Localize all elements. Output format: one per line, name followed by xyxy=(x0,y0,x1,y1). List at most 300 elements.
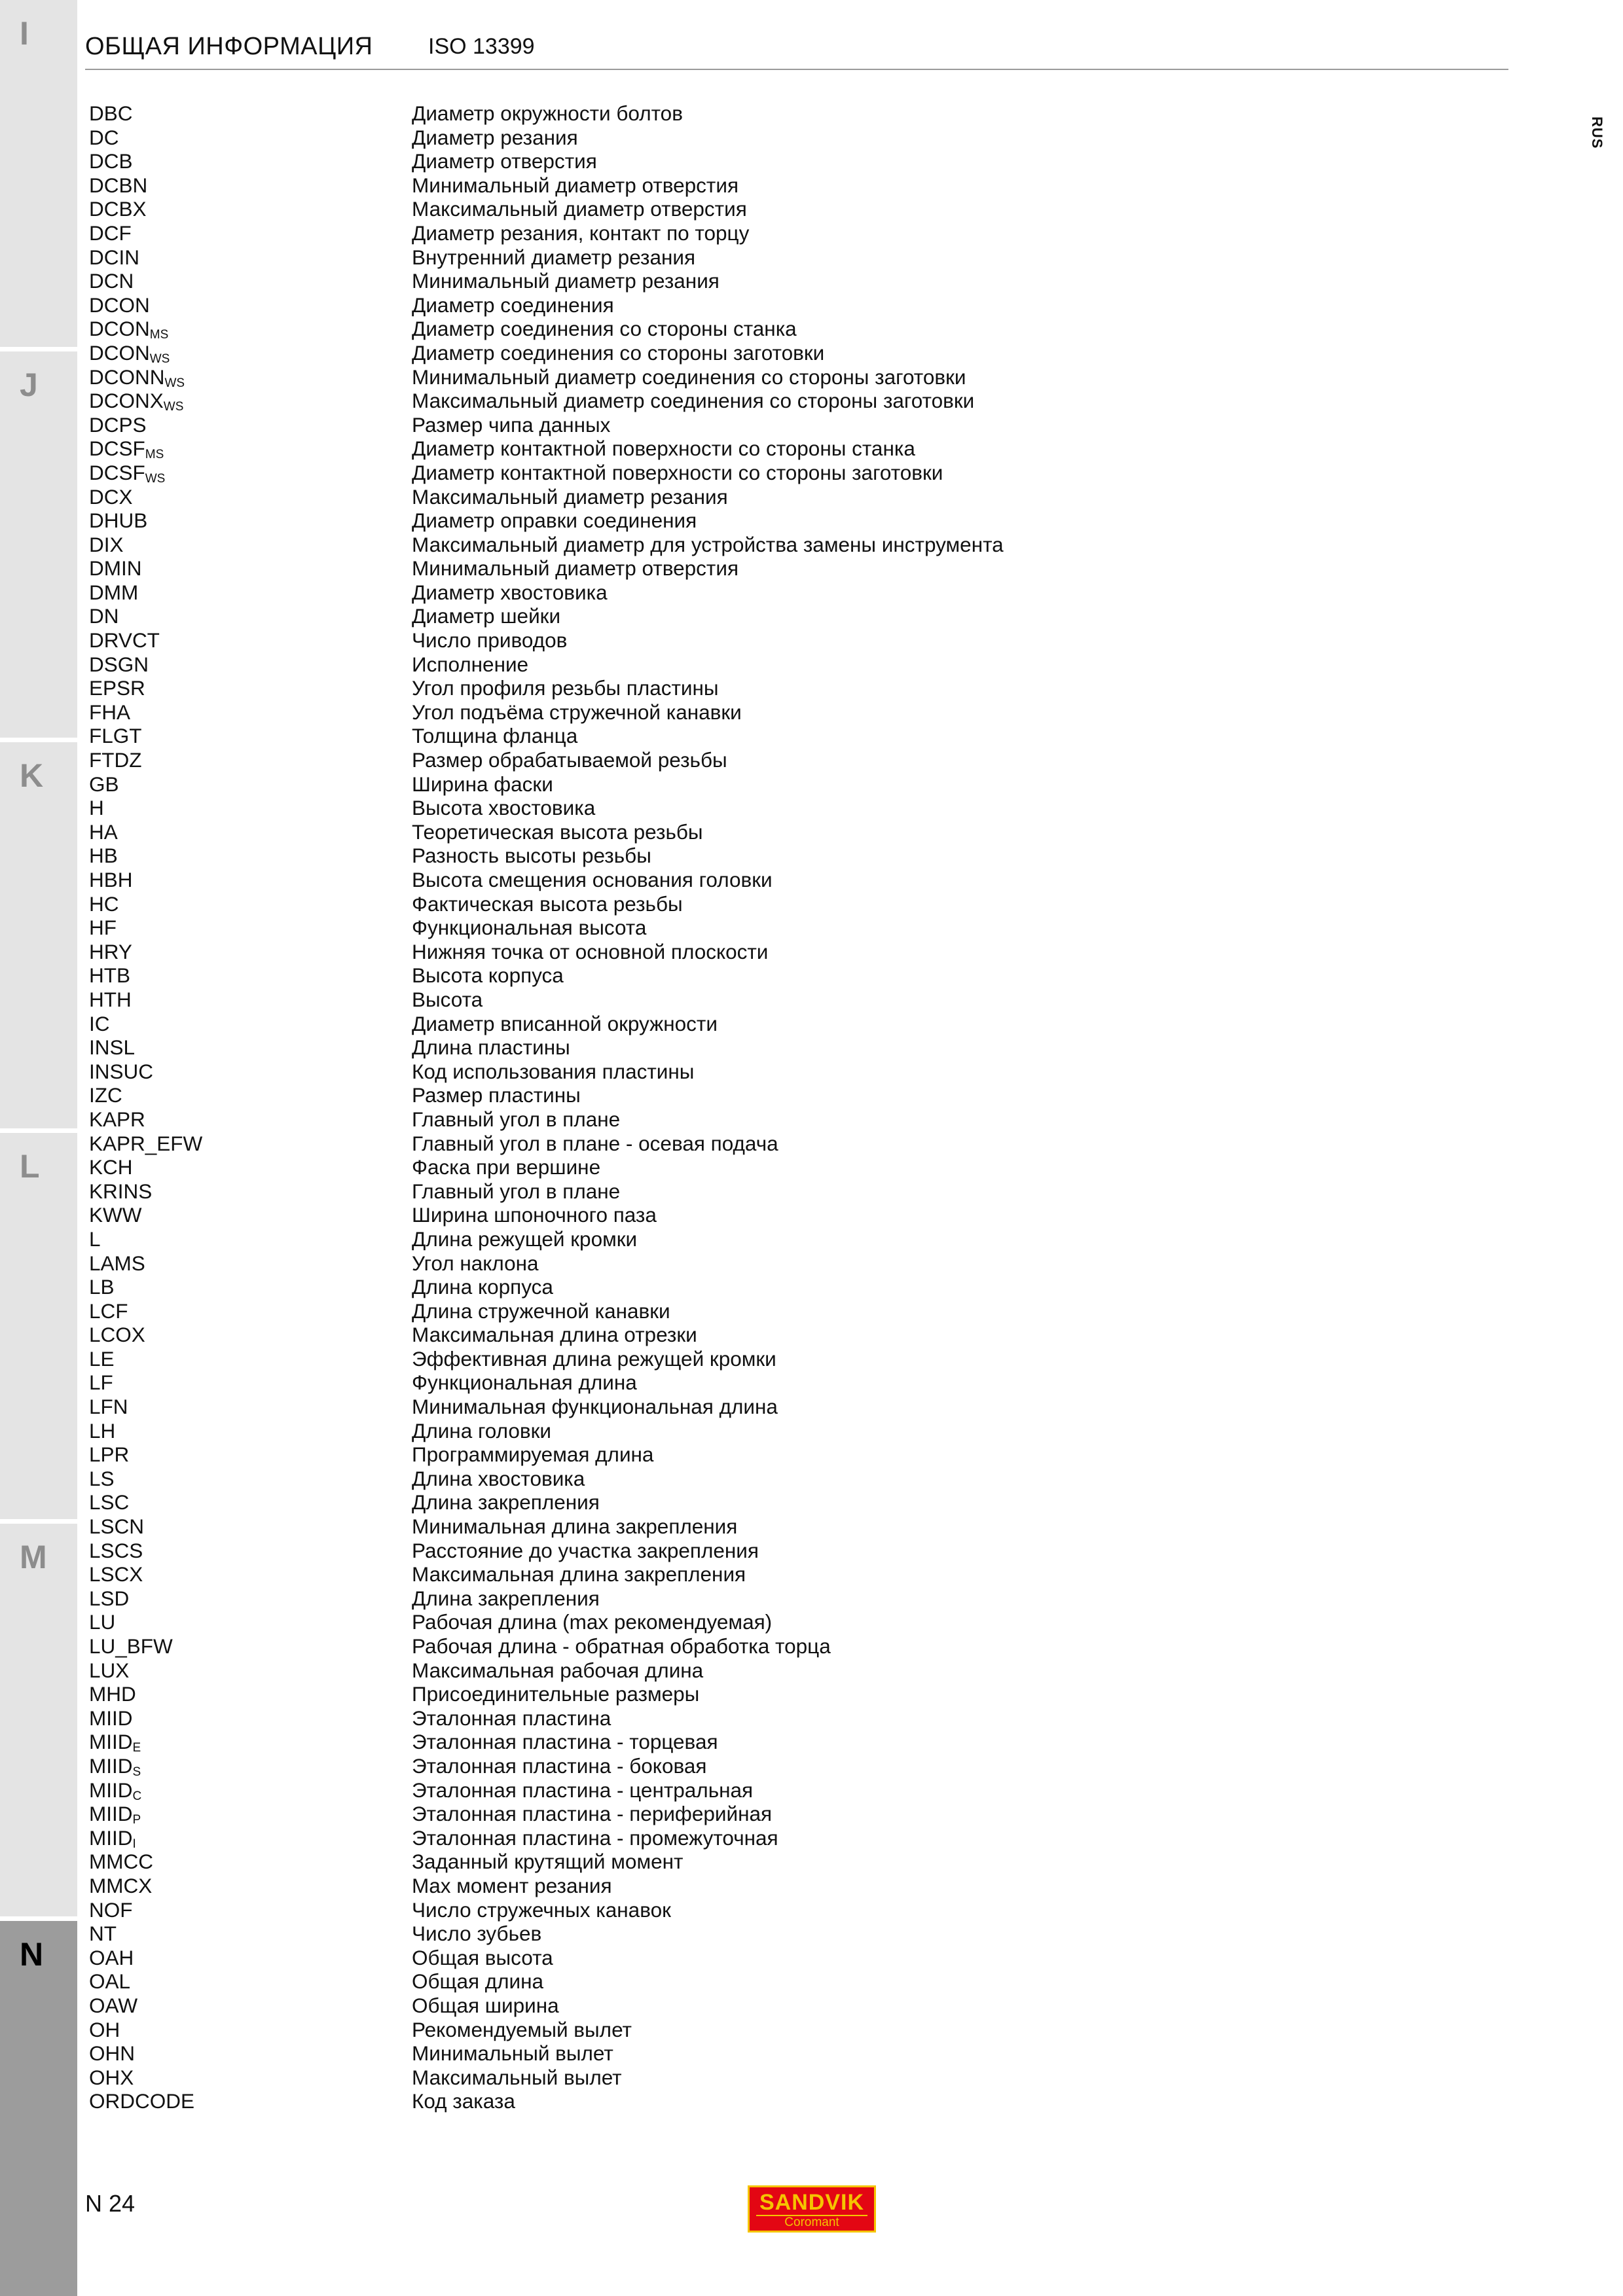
glossary-code-base: LU_BFW xyxy=(89,1634,173,1658)
glossary-row xyxy=(89,1132,1202,1156)
page-title: ОБЩАЯ ИНФОРМАЦИЯ xyxy=(85,33,373,60)
glossary-code-subscript: P xyxy=(132,1813,141,1827)
glossary-definition: Функциональная длина xyxy=(412,1371,637,1395)
glossary-row xyxy=(89,173,1202,198)
glossary-code-base: DCBN xyxy=(89,173,148,197)
glossary-row xyxy=(89,1922,1202,1946)
glossary-code xyxy=(89,1587,129,1611)
glossary-list xyxy=(89,101,1202,2113)
glossary-row xyxy=(89,485,1202,509)
glossary-code xyxy=(89,2089,194,2113)
glossary-code-base: FLGT xyxy=(89,724,142,748)
glossary-code-base: DCX xyxy=(89,484,133,509)
glossary-definition: Длина режущей кромки xyxy=(412,1227,638,1251)
glossary-code xyxy=(89,413,147,437)
glossary-row xyxy=(89,1227,1202,1251)
glossary-code xyxy=(89,1203,141,1227)
glossary-code xyxy=(89,581,138,605)
section-tab-i[interactable] xyxy=(0,0,77,347)
glossary-row xyxy=(89,1443,1202,1467)
glossary-definition: Максимальная длина отрезки xyxy=(412,1323,697,1347)
glossary-code-base: DCN xyxy=(89,269,134,293)
glossary-code xyxy=(89,1155,133,1179)
glossary-code xyxy=(89,940,132,964)
glossary-code xyxy=(89,916,117,940)
glossary-code-base: LF xyxy=(89,1371,113,1395)
glossary-code xyxy=(89,1060,153,1084)
glossary-code xyxy=(89,1035,135,1060)
glossary-definition: Эталонная пластина - промежуточная xyxy=(412,1825,778,1850)
glossary-definition: Ширина фаски xyxy=(412,772,553,796)
header-divider xyxy=(85,69,1508,70)
glossary-code-base: MIID xyxy=(89,1802,133,1826)
glossary-code xyxy=(89,1323,145,1347)
glossary-code xyxy=(89,2066,134,2090)
glossary-code xyxy=(89,1275,115,1299)
glossary-code-base: LSCX xyxy=(89,1562,143,1587)
glossary-definition: Минимальная длина закрепления xyxy=(412,1515,738,1539)
glossary-code-base: OAW xyxy=(89,1993,138,2017)
glossary-row xyxy=(89,1490,1202,1515)
glossary-row xyxy=(89,1155,1202,1179)
glossary-code xyxy=(89,892,119,916)
glossary-code xyxy=(89,1490,129,1515)
glossary-row xyxy=(89,197,1202,221)
glossary-code xyxy=(89,173,147,198)
glossary-code xyxy=(89,1826,136,1850)
glossary-code-base: LFN xyxy=(89,1395,128,1419)
glossary-code-base: DCBX xyxy=(89,197,147,221)
glossary-definition: Главный угол в плане xyxy=(412,1107,621,1131)
glossary-row xyxy=(89,1371,1202,1395)
glossary-code-base: LB xyxy=(89,1275,115,1299)
glossary-code-base: FHA xyxy=(89,700,130,724)
glossary-definition: Размер обрабатываемой резьбы xyxy=(412,748,727,772)
glossary-row xyxy=(89,796,1202,820)
glossary-code-base: LSD xyxy=(89,1586,130,1610)
glossary-code-base: NT xyxy=(89,1922,117,1946)
glossary-definition: Программируемая длина xyxy=(412,1443,654,1467)
logo-subbrand: Coromant xyxy=(756,2215,867,2229)
glossary-code-base: DMIN xyxy=(89,556,142,581)
glossary-code-base: MIID xyxy=(89,1778,133,1802)
glossary-code xyxy=(89,820,118,844)
glossary-code xyxy=(89,628,160,653)
glossary-row xyxy=(89,844,1202,868)
glossary-row xyxy=(89,1754,1202,1778)
glossary-code-base: MMCC xyxy=(89,1850,153,1874)
glossary-code-base: DCF xyxy=(89,221,132,245)
glossary-code-base: DMM xyxy=(89,580,139,604)
glossary-code-base: DN xyxy=(89,604,119,628)
glossary-code xyxy=(89,1730,141,1754)
glossary-definition: Теоретическая высота резьбы xyxy=(412,819,703,844)
glossary-code-base: MIID xyxy=(89,1706,133,1730)
glossary-definition: Общая высота xyxy=(412,1945,553,1969)
glossary-row xyxy=(89,1323,1202,1347)
glossary-row xyxy=(89,1083,1202,1107)
glossary-code xyxy=(89,1562,143,1587)
glossary-definition: Высота xyxy=(412,987,483,1011)
glossary-code-base: KAPR_EFW xyxy=(89,1131,203,1155)
language-label: RUS xyxy=(1589,117,1605,149)
glossary-definition: Диаметр шейки xyxy=(412,604,561,628)
glossary-code xyxy=(89,1132,202,1156)
glossary-row xyxy=(89,1539,1202,1563)
glossary-code xyxy=(89,724,142,748)
section-tab-m[interactable] xyxy=(0,1524,77,1916)
glossary-row xyxy=(89,1659,1202,1683)
glossary-definition: Число стружечных канавок xyxy=(412,1897,671,1922)
glossary-code xyxy=(89,1107,145,1132)
glossary-code xyxy=(89,1443,129,1467)
glossary-row xyxy=(89,1251,1202,1276)
glossary-code xyxy=(89,389,183,413)
section-tab-label: K xyxy=(20,757,44,794)
glossary-code-base: LSCN xyxy=(89,1515,145,1539)
glossary-definition: Код заказа xyxy=(412,2089,515,2113)
glossary-row xyxy=(89,413,1202,437)
glossary-code-base: HRY xyxy=(89,939,132,963)
glossary-row xyxy=(89,1778,1202,1803)
glossary-code-base: LCOX xyxy=(89,1323,145,1347)
glossary-row xyxy=(89,1826,1202,1850)
glossary-row xyxy=(89,461,1202,485)
glossary-code-base: FTDZ xyxy=(89,748,142,772)
glossary-definition: Эталонная пластина - боковая xyxy=(412,1753,707,1778)
section-tab-k[interactable] xyxy=(0,742,77,1128)
section-tab-l[interactable] xyxy=(0,1133,77,1519)
glossary-definition: Максимальный вылет xyxy=(412,2065,622,2089)
glossary-code xyxy=(89,1778,141,1803)
glossary-code xyxy=(89,700,130,725)
glossary-code xyxy=(89,293,150,317)
glossary-code xyxy=(89,245,139,270)
glossary-definition: Диаметр соединения со стороны заготовки xyxy=(412,340,825,365)
glossary-definition: Минимальный диаметр резания xyxy=(412,269,720,293)
glossary-row xyxy=(89,1682,1202,1706)
glossary-code-base: DBC xyxy=(89,101,133,125)
glossary-code-base: MHD xyxy=(89,1682,136,1706)
glossary-code xyxy=(89,101,133,126)
glossary-definition: Диаметр оправки соединения xyxy=(412,509,697,533)
glossary-code xyxy=(89,1898,133,1922)
glossary-definition: Длина закрепления xyxy=(412,1490,600,1515)
section-tab-label: M xyxy=(20,1539,47,1575)
glossary-code-base: DSGN xyxy=(89,652,149,676)
glossary-row xyxy=(89,2089,1202,2113)
glossary-code-subscript: WS xyxy=(145,471,166,486)
glossary-definition: Размер чипа данных xyxy=(412,412,611,437)
glossary-definition: Диаметр вписанной окружности xyxy=(412,1011,718,1035)
glossary-row xyxy=(89,101,1202,126)
glossary-row xyxy=(89,365,1202,389)
glossary-code xyxy=(89,653,149,677)
glossary-row xyxy=(89,1562,1202,1587)
glossary-definition: Длина корпуса xyxy=(412,1275,553,1299)
glossary-code-base: HTH xyxy=(89,987,132,1011)
glossary-code xyxy=(89,1922,117,1946)
glossary-code-base: DCPS xyxy=(89,412,147,437)
glossary-definition: Минимальный диаметр соединения со стороны заготовки xyxy=(412,365,966,389)
glossary-row xyxy=(89,1107,1202,1132)
glossary-row xyxy=(89,2041,1202,2066)
glossary-code-base: MIID xyxy=(89,1730,133,1754)
glossary-code xyxy=(89,844,118,868)
glossary-definition: Присоединительные размеры xyxy=(412,1682,700,1706)
section-tab-label: N xyxy=(20,1936,44,1973)
glossary-code-subscript: WS xyxy=(149,351,170,366)
glossary-code xyxy=(89,556,142,581)
section-tab-label: L xyxy=(20,1148,40,1185)
glossary-code-base: NOF xyxy=(89,1897,133,1922)
glossary-row xyxy=(89,317,1202,341)
glossary-definition: Эталонная пластина - периферийная xyxy=(412,1802,773,1826)
glossary-code-base: HTB xyxy=(89,963,130,988)
glossary-definition: Диаметр соединения xyxy=(412,293,614,317)
glossary-row xyxy=(89,1587,1202,1611)
glossary-code xyxy=(89,341,170,365)
glossary-code xyxy=(89,1634,173,1659)
glossary-row xyxy=(89,1706,1202,1731)
glossary-code-subscript: S xyxy=(132,1765,141,1779)
glossary-code xyxy=(89,197,147,221)
glossary-definition: Эталонная пластина - центральная xyxy=(412,1778,754,1802)
glossary-code xyxy=(89,149,133,173)
glossary-code xyxy=(89,676,145,700)
glossary-code-base: LAMS xyxy=(89,1251,145,1275)
glossary-row xyxy=(89,1035,1202,1060)
glossary-code-base: LSC xyxy=(89,1490,130,1515)
glossary-code xyxy=(89,796,104,820)
glossary-row xyxy=(89,1850,1202,1874)
glossary-definition: Число зубьев xyxy=(412,1922,542,1946)
glossary-code-base: L xyxy=(89,1227,101,1251)
glossary-code-base: HBH xyxy=(89,868,133,891)
glossary-code-base: DCON xyxy=(89,317,150,341)
glossary-code xyxy=(89,1515,144,1539)
glossary-code-base: HF xyxy=(89,916,117,940)
glossary-code xyxy=(89,748,141,772)
glossary-definition: Внутренний диаметр резания xyxy=(412,245,696,269)
glossary-code xyxy=(89,1467,115,1491)
glossary-definition: Угол подъёма стружечной канавки xyxy=(412,700,742,724)
glossary-row xyxy=(89,1012,1202,1036)
glossary-code-base: OHN xyxy=(89,2041,135,2066)
glossary-definition: Угол наклона xyxy=(412,1251,539,1275)
glossary-definition: Максимальный диаметр соединения со стороны заготовки xyxy=(412,389,975,413)
glossary-row xyxy=(89,1419,1202,1443)
glossary-code-subscript: MS xyxy=(149,328,169,342)
glossary-definition: Расстояние до участка закрепления xyxy=(412,1538,759,1562)
glossary-row xyxy=(89,581,1202,605)
glossary-row xyxy=(89,1299,1202,1323)
glossary-code-base: HC xyxy=(89,891,119,916)
glossary-row xyxy=(89,1802,1202,1826)
logo-wordmark: SANDVIK xyxy=(759,2190,865,2215)
glossary-code xyxy=(89,1227,101,1251)
glossary-definition: Число приводов xyxy=(412,628,568,653)
sandvik-coromant-logo xyxy=(748,2185,876,2233)
glossary-definition: Max момент резания xyxy=(412,1873,612,1897)
glossary-row xyxy=(89,221,1202,245)
glossary-code-base: OAL xyxy=(89,1969,131,1994)
glossary-code xyxy=(89,1083,122,1107)
glossary-code-base: KWW xyxy=(89,1203,142,1227)
glossary-code xyxy=(89,1251,145,1276)
glossary-definition: Эффективная длина режущей кромки xyxy=(412,1346,776,1371)
glossary-definition: Минимальная функциональная длина xyxy=(412,1395,778,1419)
glossary-row xyxy=(89,1347,1202,1371)
glossary-code xyxy=(89,365,185,389)
glossary-code-subscript: E xyxy=(132,1741,141,1755)
glossary-code-base: KCH xyxy=(89,1155,133,1179)
glossary-code xyxy=(89,1659,129,1683)
glossary-definition: Минимальный вылет xyxy=(412,2041,613,2066)
glossary-code-base: LU xyxy=(89,1610,116,1634)
glossary-definition: Нижняя точка от основной плоскости xyxy=(412,939,769,963)
glossary-row xyxy=(89,2066,1202,2090)
page-number: N 24 xyxy=(85,2190,136,2217)
glossary-code-base: GB xyxy=(89,772,119,796)
glossary-code xyxy=(89,963,130,988)
section-index-sidebar xyxy=(0,0,77,2296)
glossary-definition: Общая ширина xyxy=(412,1993,559,2017)
glossary-row xyxy=(89,628,1202,653)
glossary-code-base: INSUC xyxy=(89,1059,154,1083)
glossary-definition: Главный угол в плане - осевая подача xyxy=(412,1131,778,1155)
glossary-row xyxy=(89,293,1202,317)
glossary-definition: Заданный крутящий момент xyxy=(412,1850,684,1874)
glossary-code xyxy=(89,1610,115,1634)
glossary-definition: Максимальный диаметр для устройства замены инструмента xyxy=(412,532,1004,556)
glossary-row xyxy=(89,1610,1202,1634)
glossary-code xyxy=(89,1179,152,1204)
glossary-definition: Длина хвостовика xyxy=(412,1466,585,1490)
glossary-code xyxy=(89,868,133,892)
standard-label: ISO 13399 xyxy=(428,34,535,59)
glossary-definition: Фактическая высота резьбы xyxy=(412,891,683,916)
glossary-code-base: LH xyxy=(89,1418,116,1443)
glossary-definition: Диаметр контактной поверхности со стороны станка xyxy=(412,437,915,461)
glossary-definition: Максимальный диаметр резания xyxy=(412,484,728,509)
glossary-code xyxy=(89,1850,153,1874)
glossary-code xyxy=(89,988,132,1012)
glossary-code xyxy=(89,2041,135,2066)
glossary-code-base: IC xyxy=(89,1011,110,1035)
glossary-row xyxy=(89,269,1202,293)
glossary-row xyxy=(89,389,1202,413)
section-tab-j[interactable] xyxy=(0,351,77,738)
glossary-definition: Размер пластины xyxy=(412,1083,581,1107)
glossary-row xyxy=(89,700,1202,725)
glossary-definition: Общая длина xyxy=(412,1969,544,1994)
glossary-code-base: DRVCT xyxy=(89,628,160,653)
glossary-row xyxy=(89,676,1202,700)
glossary-code-base: DCONX xyxy=(89,389,164,413)
glossary-code xyxy=(89,126,119,150)
glossary-row xyxy=(89,1203,1202,1227)
glossary-code-base: DC xyxy=(89,125,119,149)
glossary-definition: Максимальный диаметр отверстия xyxy=(412,197,747,221)
glossary-row xyxy=(89,1994,1202,2018)
glossary-code-base: LPR xyxy=(89,1443,130,1467)
glossary-definition: Диаметр контактной поверхности со стороны заготовки xyxy=(412,460,943,484)
glossary-code-subscript: WS xyxy=(164,376,185,390)
glossary-definition: Толщина фланца xyxy=(412,724,578,748)
glossary-definition: Диаметр резания xyxy=(412,125,578,149)
glossary-code-base: KAPR xyxy=(89,1107,145,1131)
glossary-row xyxy=(89,1467,1202,1491)
glossary-code xyxy=(89,772,119,797)
glossary-definition: Ширина шпоночного паза xyxy=(412,1203,657,1227)
glossary-definition: Диаметр резания, контакт по торцу xyxy=(412,221,750,245)
section-tab-n[interactable] xyxy=(0,1921,77,2296)
glossary-row xyxy=(89,892,1202,916)
glossary-definition: Высота хвостовика xyxy=(412,796,596,820)
glossary-row xyxy=(89,988,1202,1012)
glossary-code-base: LCF xyxy=(89,1299,128,1323)
glossary-code xyxy=(89,1754,141,1778)
glossary-definition: Высота смещения основания головки xyxy=(412,868,773,891)
glossary-code-base: OHX xyxy=(89,2065,134,2089)
glossary-code-base: HB xyxy=(89,844,118,868)
glossary-definition: Рабочая длина - обратная обработка торца xyxy=(412,1634,831,1658)
glossary-definition: Эталонная пластина xyxy=(412,1706,611,1730)
glossary-definition: Максимальная рабочая длина xyxy=(412,1658,704,1682)
glossary-row xyxy=(89,1730,1202,1754)
glossary-definition: Код использования пластины xyxy=(412,1059,695,1083)
glossary-definition: Рекомендуемый вылет xyxy=(412,2017,632,2041)
glossary-definition: Главный угол в плане xyxy=(412,1179,621,1203)
glossary-row xyxy=(89,1969,1202,1994)
glossary-code-base: DCB xyxy=(89,149,133,173)
section-tab-label: J xyxy=(20,367,38,403)
glossary-row xyxy=(89,2018,1202,2042)
glossary-row xyxy=(89,1515,1202,1539)
glossary-code-base: INSL xyxy=(89,1035,136,1060)
glossary-code xyxy=(89,1946,134,1970)
glossary-code xyxy=(89,461,165,485)
glossary-code-base: OH xyxy=(89,2017,120,2041)
glossary-code xyxy=(89,533,124,557)
glossary-definition: Исполнение xyxy=(412,652,529,676)
glossary-code-subscript: WS xyxy=(163,400,184,414)
glossary-code xyxy=(89,1347,115,1371)
glossary-code-base: HA xyxy=(89,819,118,844)
glossary-code-base: DCIN xyxy=(89,245,139,269)
glossary-definition: Длина закрепления xyxy=(412,1586,600,1610)
glossary-code-base: H xyxy=(89,796,104,820)
glossary-code xyxy=(89,2018,120,2042)
glossary-code-base: DIX xyxy=(89,532,124,556)
glossary-row xyxy=(89,1395,1202,1419)
glossary-code xyxy=(89,1994,137,2018)
glossary-code-base: MIID xyxy=(89,1753,133,1778)
glossary-code xyxy=(89,317,168,341)
glossary-row xyxy=(89,556,1202,581)
glossary-code-base: OAH xyxy=(89,1945,134,1969)
glossary-code-base: DCON xyxy=(89,340,150,365)
glossary-definition: Длина пластины xyxy=(412,1035,570,1060)
glossary-code xyxy=(89,1299,128,1323)
glossary-definition: Длина головки xyxy=(412,1418,551,1443)
glossary-definition: Минимальный диаметр отверстия xyxy=(412,556,739,581)
glossary-code-base: DCONN xyxy=(89,365,165,389)
glossary-row xyxy=(89,1179,1202,1204)
glossary-row xyxy=(89,772,1202,797)
glossary-code-base: DCON xyxy=(89,293,150,317)
